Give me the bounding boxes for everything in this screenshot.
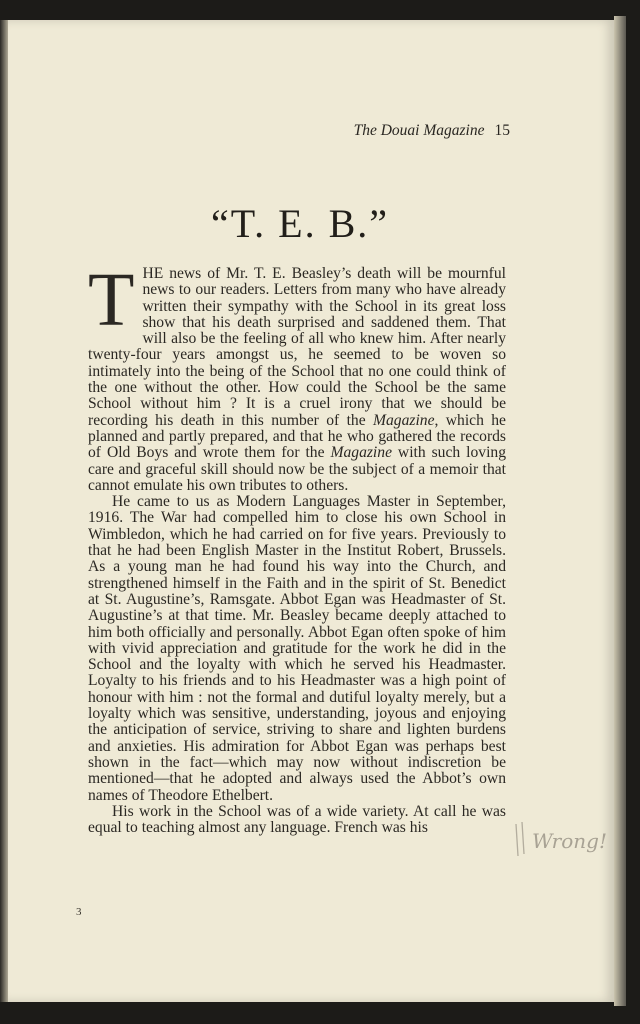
paragraph-1-text-a: HE news of Mr. T. E. Beasley’s death will be mournful news to our readers. Letters from many who have already written their sympathy with the School in its great loss show that his death surprised and saddened them. That will also be the feeling of all who knew him. After nearly twenty-four years amongst us, he seemed to be woven so intimately into the being of the School that no one could think of the one without the other. How could the School be the same School without him ? It is a cruel irony that we should be recording his death in this number of the xyxy=(88,265,506,429)
magazine-ref-1: Magazine xyxy=(373,411,435,429)
paragraph-1-text-c: with such loving care and graceful skill should now be the subject of a memoir that cannot emulate his own tributes to others. xyxy=(88,444,506,494)
margin-note-text: Wrong! xyxy=(532,829,607,853)
margin-note-svg xyxy=(512,818,612,862)
article-title: “T. E. B.” xyxy=(210,201,390,246)
handwritten-margin-note xyxy=(512,818,612,862)
article-body xyxy=(88,258,506,837)
signature-mark: 3 xyxy=(76,906,82,918)
paragraph-1 xyxy=(88,258,506,494)
paragraph-1-text-b: , which he planned and partly prepared, and that he who gathered the records of Old Boys and wrote them for the xyxy=(88,411,506,462)
drop-cap: T xyxy=(88,258,135,342)
paragraph-2: He came to us as Modern Languages Master in September, 1916. The War had compelled him to close his own School in Wimbledon, which he had carried on for five years. Previously to that he had been English Master in the Institut Robert, Brussels. As a young man he had found his way into the Church, and strengthened himself in the Faith and in the spirit of St. Benedict at St. Augustine’s, Ramsgate. Abbot Egan was Headmaster of St. Augustine’s at that time. Mr. Beasley became deeply attached to him both officially and personally. Abbot Egan often spoke of him with vivid appreciation and gratitude for the work he did in the School and the loyalty with which he served his Headmaster. Loyalty to his friends and to his Headmaster was a high point of honour with him : not the formal and dutiful loyalty merely, but a loyalty which was sensitive, understanding, joyous and enjoying the anticipation of service, striving to share and lighten burdens and anxieties. His admiration for Abbot Egan was perhaps best shown in the fact—which may now without indiscretion be mentioned—that he adopted and always used the Abbot’s own names of Theodore Ethelbert. xyxy=(88,493,506,804)
magazine-title: The Douai Magazine xyxy=(353,122,485,139)
running-header xyxy=(90,122,510,140)
magazine-ref-2: Magazine xyxy=(330,444,392,462)
page-number: 15 xyxy=(494,122,510,139)
paragraph-3: His work in the School was of a wide variety. At call he was equal to teaching almost any language. French was his xyxy=(88,802,506,837)
page-edge xyxy=(614,16,626,1006)
